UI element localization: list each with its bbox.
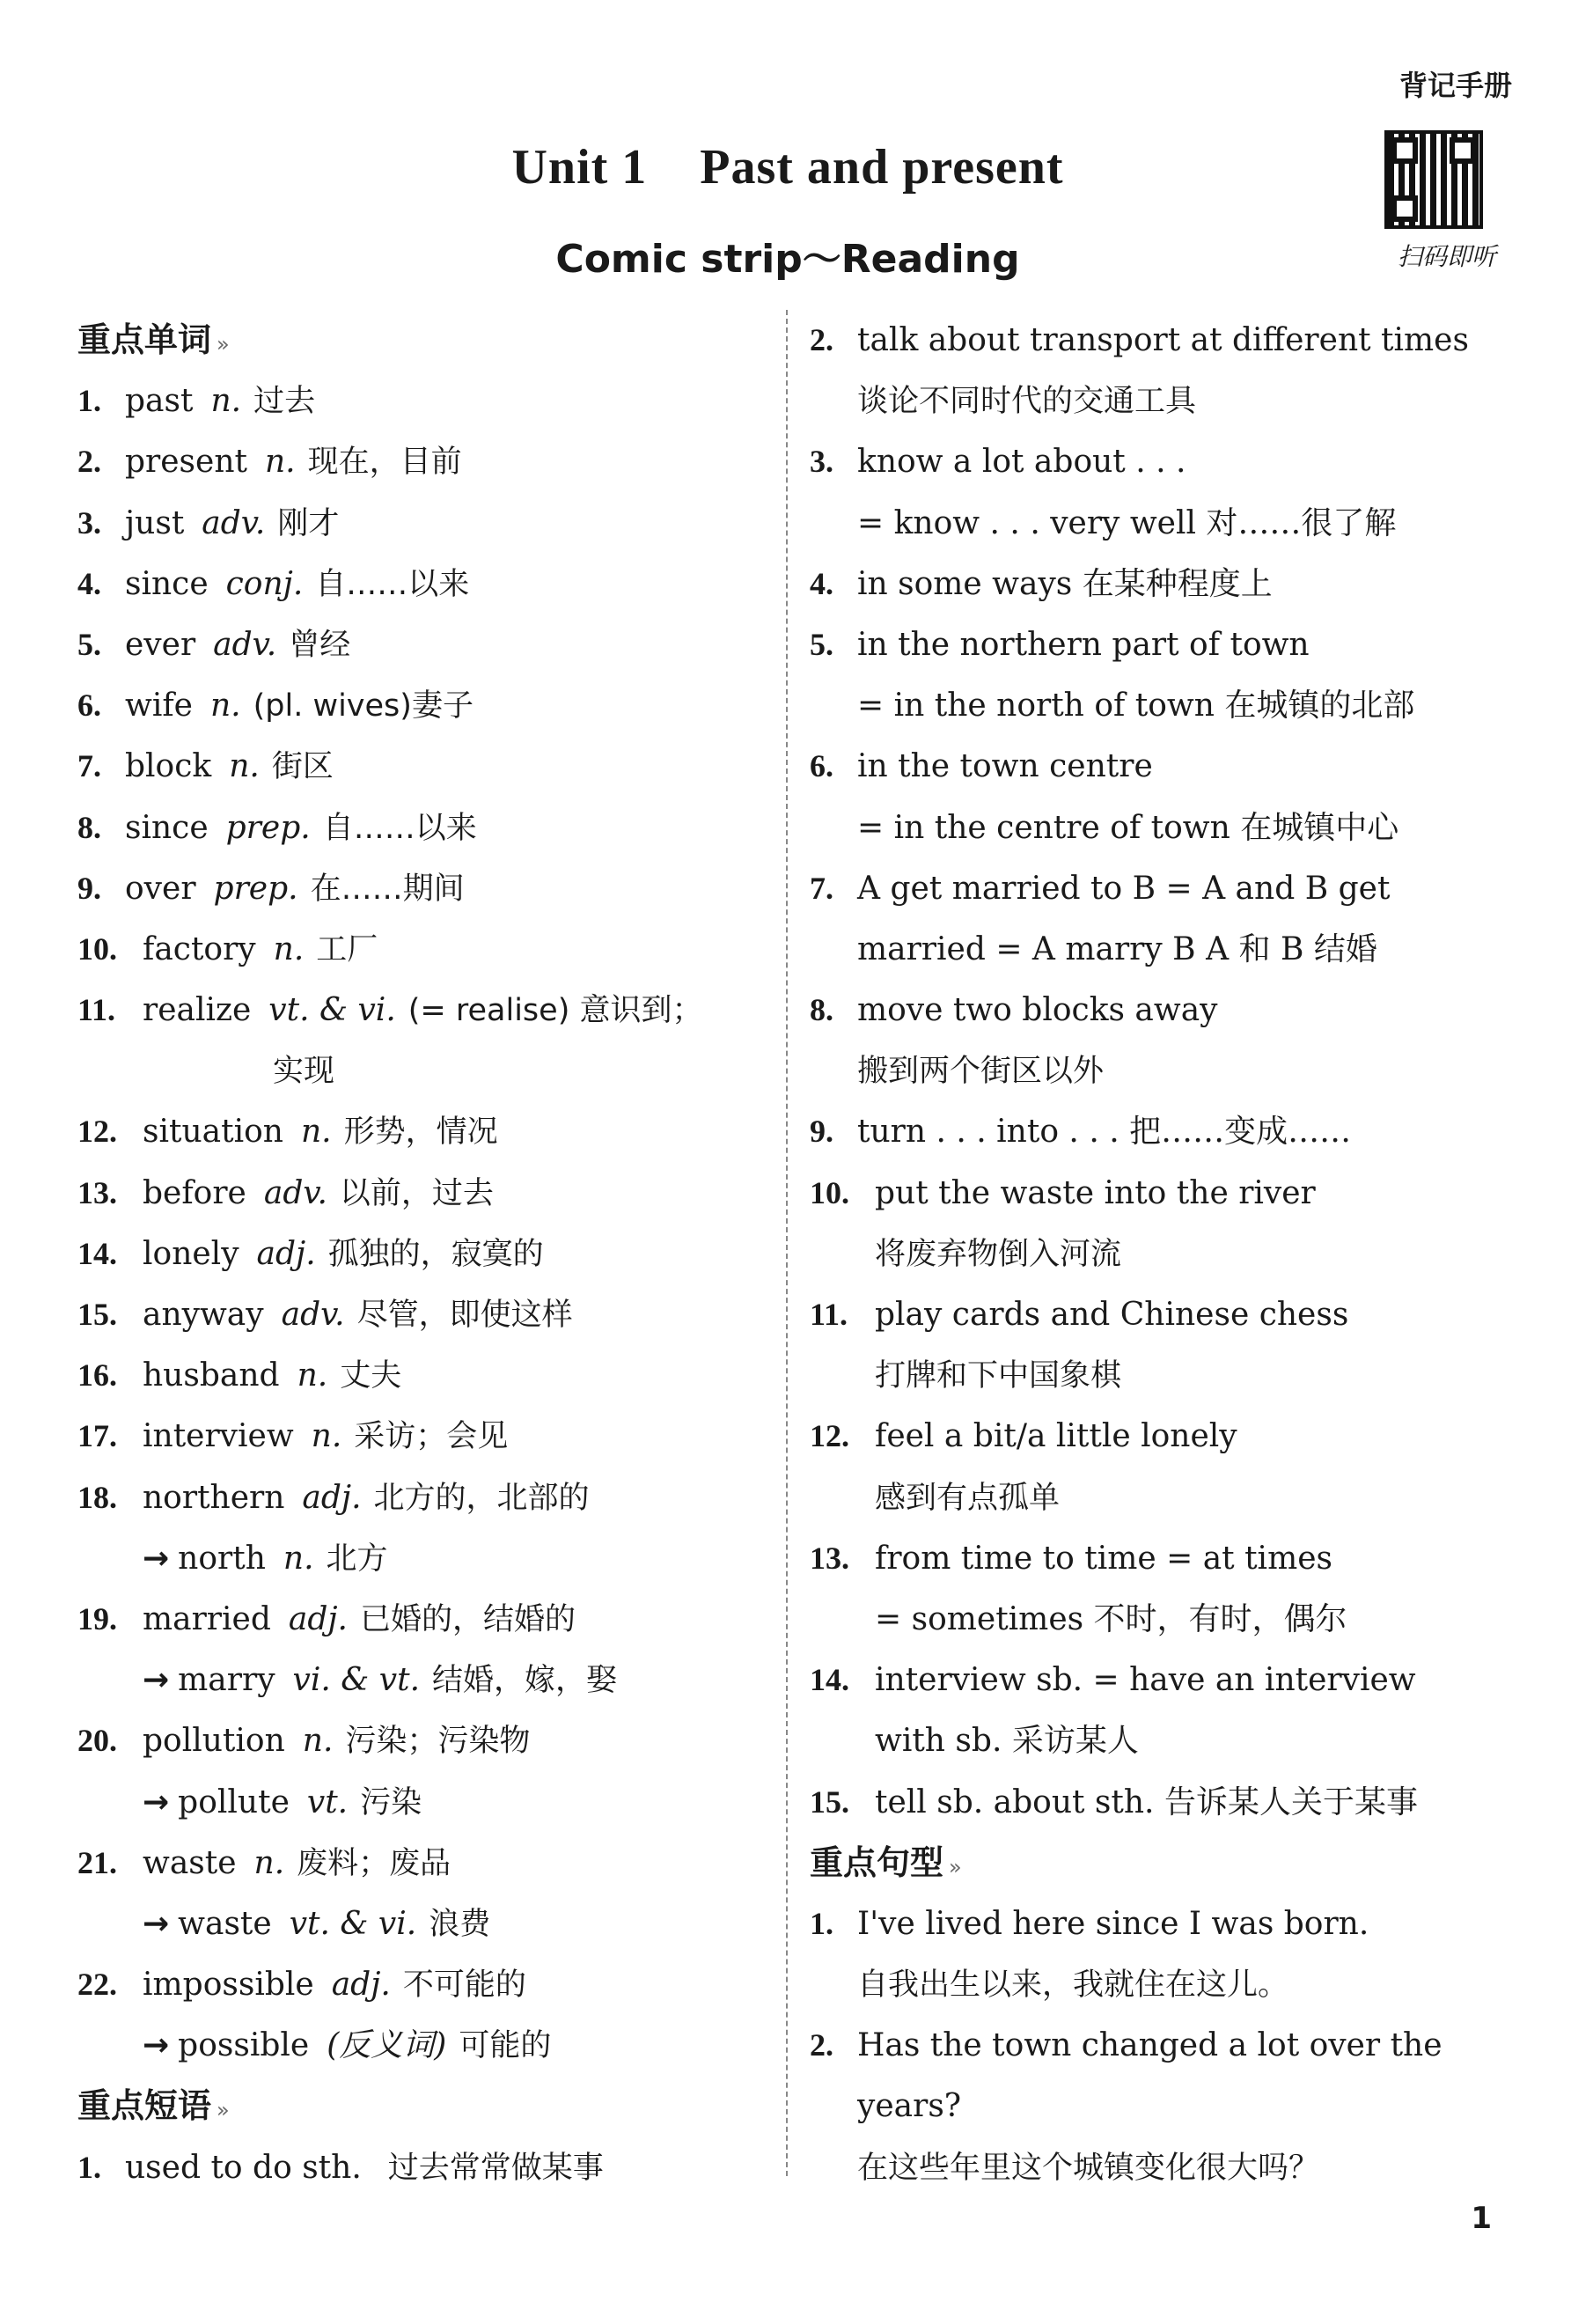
sentence-entry [810, 2015, 1487, 2076]
part-of-speech: adv. [263, 1174, 327, 1211]
part-of-speech: adj. [256, 1235, 316, 1272]
phrase-entry [810, 1710, 1487, 1771]
part-of-speech: (反义词) [327, 2027, 447, 2064]
item-number: 1. [77, 2149, 101, 2185]
right-column [810, 310, 1487, 2198]
section-key-phrases: 重点短语 » [77, 2086, 230, 2126]
phrase-entry [810, 554, 1487, 614]
word-meaning: 可能的 [459, 2028, 552, 2064]
word-meaning: 过去 [253, 384, 316, 420]
item-number: 8. [810, 992, 833, 1028]
word-text: lonely [143, 1235, 239, 1272]
word-meaning: 污染 [360, 1784, 422, 1820]
part-of-speech: n. [253, 1844, 285, 1881]
word-text: impossible [143, 1967, 314, 2004]
page-number: 1 [1471, 2201, 1492, 2236]
word-meaning: (pl. wives)妻子 [253, 688, 473, 724]
word-meaning: 工厂 [316, 931, 378, 967]
qr-code-icon[interactable] [1384, 130, 1483, 229]
phrase-text: used to do sth. [125, 2149, 362, 2186]
item-number: 11. [810, 1297, 848, 1332]
sentence-entry [810, 1894, 1487, 1954]
word-meaning: 北方 [326, 1541, 388, 1577]
phrase-entry [810, 1284, 1487, 1345]
word-meaning: 自……以来 [322, 810, 477, 846]
phrase-entry [810, 1467, 1487, 1528]
word-entry-continued [77, 1041, 764, 1101]
item-number: 10. [810, 1174, 849, 1210]
part-of-speech: adj. [331, 1967, 391, 2004]
arrow-icon: → [143, 1662, 170, 1699]
word-text: waste [178, 1905, 272, 1942]
word-text: marry [178, 1662, 275, 1699]
item-number: 14. [810, 1662, 849, 1698]
phrase-entry [810, 431, 1487, 492]
word-text: ever [125, 626, 196, 663]
item-number: 4. [810, 565, 833, 601]
item-number: 12. [810, 1418, 849, 1454]
phrase-entry-text: from time to time = at times [875, 1540, 1332, 1577]
item-number: 15. [810, 1783, 849, 1820]
sentence-entry-text: years? [857, 2088, 962, 2125]
word-entry [77, 919, 764, 980]
item-number: 18. [77, 1479, 117, 1515]
derived-word [77, 1650, 764, 1710]
word-entry [77, 1710, 764, 1771]
phrase-entry-text: married = A marry B A 和 B 结婚 [857, 930, 1377, 967]
word-entry [77, 614, 764, 675]
item-number: 13. [77, 1174, 117, 1210]
word-text: north [178, 1540, 266, 1577]
word-meaning: 丈夫 [340, 1358, 402, 1394]
word-text: situation [143, 1114, 283, 1151]
word-meaning: 街区 [271, 749, 334, 785]
phrase-entry-text: 打牌和下中国象棋 [875, 1358, 1122, 1394]
phrase-entry-text: in some ways 在某种程度上 [857, 565, 1273, 602]
word-meaning: 实现 [273, 1054, 335, 1090]
part-of-speech: vt. & vi. [289, 1905, 417, 1942]
phrase-entry-text: put the waste into the river [875, 1174, 1316, 1211]
phrase-entry [810, 493, 1487, 554]
phrase-entry [810, 1345, 1487, 1406]
word-text: married [143, 1600, 271, 1637]
word-entry [77, 798, 764, 858]
phrase-entry-text: 搬到两个街区以外 [857, 1054, 1105, 1090]
phrase-entry [810, 1101, 1487, 1162]
sentence-entry [810, 1954, 1487, 2015]
item-number: 12. [77, 1114, 117, 1150]
phrase-entry [810, 1528, 1487, 1589]
word-text: anyway [143, 1297, 264, 1333]
arrow-icon: → [143, 1783, 170, 1820]
word-entry [77, 1467, 764, 1528]
part-of-speech: n. [273, 930, 305, 967]
word-entry [77, 1163, 764, 1224]
word-meaning: 现在，目前 [307, 445, 462, 481]
word-text: northern [143, 1479, 285, 1516]
word-meaning: 孤独的，寂寞的 [327, 1236, 544, 1272]
item-number: 1. [810, 1905, 833, 1941]
item-number: 17. [77, 1418, 117, 1454]
word-meaning: 不可能的 [402, 1967, 526, 2004]
part-of-speech: prep. [225, 809, 311, 846]
word-entry [77, 1589, 764, 1650]
unit-title [0, 139, 1575, 195]
word-entry [77, 1954, 764, 2015]
part-of-speech: n. [300, 1114, 332, 1151]
part-of-speech: vi. & vt. [292, 1662, 421, 1699]
word-meaning: 形势，情况 [343, 1114, 498, 1151]
word-entry [77, 1345, 764, 1406]
phrase-entry-text: = in the north of town 在城镇的北部 [857, 688, 1415, 724]
part-of-speech: n. [297, 1357, 328, 1394]
part-of-speech: conj. [225, 565, 304, 602]
word-entry [77, 1224, 764, 1284]
phrase-entry-text: with sb. 采访某人 [875, 1723, 1139, 1760]
phrase-entry-text: = sometimes 不时，有时，偶尔 [875, 1600, 1347, 1637]
derived-word [77, 1772, 764, 1833]
word-meaning: 已婚的，结婚的 [360, 1601, 576, 1637]
phrase-entry-text: in the town centre [857, 748, 1153, 785]
word-entry [77, 858, 764, 919]
word-meaning: (= realise) 意识到； [407, 993, 703, 1029]
part-of-speech: adj. [302, 1479, 362, 1516]
derived-word [77, 1528, 764, 1589]
word-text: waste [143, 1844, 237, 1881]
section-key-words: 重点单词 » [77, 320, 230, 359]
sentence-entry [810, 2137, 1487, 2198]
phrase-entry-text: 谈论不同时代的交通工具 [857, 384, 1197, 420]
phrase-meaning: 过去常常做某事 [387, 2150, 604, 2186]
item-number: 19. [77, 1600, 117, 1636]
word-entry [77, 1284, 764, 1345]
phrase-entry [810, 310, 1487, 371]
part-of-speech: n. [209, 688, 241, 724]
phrase-entry [810, 1772, 1487, 1833]
part-of-speech: prep. [213, 870, 298, 907]
word-entry [77, 1833, 764, 1894]
sentence-entry-text: 在这些年里这个城镇变化很大吗？ [857, 2150, 1320, 2186]
arrow-icon: → [143, 1905, 170, 1942]
phrase-entry-text: feel a bit/a little lonely [875, 1418, 1237, 1455]
phrase-entry [810, 1650, 1487, 1710]
sentence-entry-text: I've lived here since I was born. [857, 1905, 1369, 1942]
word-text: possible [178, 2027, 310, 2064]
word-text: factory [143, 930, 256, 967]
phrase-entry [810, 798, 1487, 858]
qr-label: 扫码即听 [1397, 242, 1496, 271]
word-text: husband [143, 1357, 280, 1394]
word-meaning: 曾经 [289, 627, 351, 663]
phrase-entry [810, 1041, 1487, 1101]
word-meaning: 自……以来 [315, 566, 470, 602]
word-entry [77, 554, 764, 614]
word-meaning: 结婚，嫁，娶 [432, 1663, 618, 1699]
item-number: 9. [810, 1114, 833, 1150]
word-meaning: 废料；废品 [297, 1845, 451, 1881]
column-divider [786, 310, 788, 2176]
phrase-entry [810, 858, 1487, 919]
word-entry [77, 1406, 764, 1467]
phrase-entry-text: move two blocks away [857, 992, 1218, 1029]
arrow-icon: → [143, 2027, 170, 2064]
part-of-speech: adv. [213, 626, 277, 663]
item-number: 15. [77, 1297, 117, 1332]
item-number: 5. [77, 626, 101, 662]
phrase-entry-text: tell sb. about sth. 告诉某人关于某事 [875, 1783, 1418, 1820]
word-meaning: 污染；污染物 [345, 1724, 531, 1760]
item-number: 22. [77, 1967, 117, 2003]
word-entry [77, 675, 764, 736]
word-text: before [143, 1174, 246, 1211]
item-number: 21. [77, 1844, 117, 1880]
unit-name: Past and present [700, 140, 1064, 195]
sentence-entry-text: Has the town changed a lot over the [857, 2027, 1443, 2064]
part-of-speech: vt. & vi. [268, 992, 396, 1029]
word-meaning: 浪费 [429, 1906, 491, 1942]
handbook-tag: 背记手册 [1398, 69, 1512, 102]
phrase-entry [810, 980, 1487, 1041]
word-entry [77, 431, 764, 492]
item-number: 1. [77, 383, 101, 419]
part-of-speech: n. [210, 383, 242, 420]
part-of-speech: adj. [288, 1600, 349, 1637]
word-text: wife [125, 688, 193, 724]
word-text: pollution [143, 1723, 285, 1760]
item-number: 13. [810, 1540, 849, 1576]
arrow-icon: → [143, 1540, 170, 1577]
item-number: 6. [77, 688, 101, 724]
part-of-speech: n. [302, 1723, 334, 1760]
derived-word [77, 2015, 764, 2076]
sentence-entry-text: 自我出生以来，我就住在这儿。 [857, 1967, 1289, 2004]
phrase-entry-text: interview sb. = have an interview [875, 1662, 1416, 1699]
word-text: block [125, 748, 212, 785]
part-of-speech: n. [265, 444, 296, 481]
word-text: interview [143, 1418, 294, 1455]
word-text: since [125, 809, 209, 846]
word-meaning: 在……期间 [310, 871, 465, 907]
item-number: 5. [810, 626, 833, 662]
phrase-entry [77, 2137, 764, 2198]
phrase-entry-text: play cards and Chinese chess [875, 1297, 1349, 1333]
item-number: 9. [77, 870, 101, 906]
word-meaning: 尽管，即使这样 [356, 1298, 573, 1333]
phrase-entry-text: in the northern part of town [857, 626, 1310, 663]
item-number: 7. [77, 748, 101, 784]
derived-word [77, 1894, 764, 1954]
item-number: 8. [77, 809, 101, 845]
item-number: 20. [77, 1723, 117, 1759]
word-entry [77, 493, 764, 554]
word-text: just [125, 504, 185, 541]
word-text: pollute [178, 1783, 290, 1820]
item-number: 7. [810, 870, 833, 906]
word-meaning: 北方的，北部的 [373, 1480, 590, 1516]
part-of-speech: vt. [306, 1783, 349, 1820]
word-text: since [125, 565, 209, 602]
part-of-speech: adv. [281, 1297, 345, 1333]
phrase-entry-text: 将废弃物倒入河流 [875, 1236, 1122, 1272]
word-entry [77, 980, 764, 1041]
item-number: 4. [77, 565, 101, 601]
phrase-entry [810, 736, 1487, 797]
phrase-entry [810, 1163, 1487, 1224]
item-number: 14. [77, 1235, 117, 1271]
phrase-entry [810, 1406, 1487, 1467]
section-key-sentences: 重点句型 » [810, 1842, 962, 1882]
part-of-speech: n. [283, 1540, 314, 1577]
word-entry [77, 736, 764, 797]
phrase-entry-text: turn . . . into . . . 把……变成…… [857, 1114, 1352, 1151]
phrase-entry [810, 1224, 1487, 1284]
item-number: 16. [77, 1357, 117, 1394]
part-of-speech: n. [229, 748, 260, 785]
part-of-speech: adv. [202, 504, 266, 541]
phrase-entry-text: 感到有点孤单 [875, 1480, 1061, 1516]
word-meaning: 采访；会见 [354, 1419, 509, 1455]
phrase-entry [810, 614, 1487, 675]
phrase-entry [810, 919, 1487, 980]
phrase-entry-text: = know . . . very well 对……很了解 [857, 504, 1397, 541]
phrase-entry [810, 675, 1487, 736]
word-text: present [125, 444, 247, 481]
phrase-entry-text: know a lot about . . . [857, 444, 1186, 481]
word-meaning: 刚才 [277, 505, 340, 541]
part-of-speech: n. [311, 1418, 342, 1455]
word-meaning: 以前，过去 [339, 1175, 494, 1211]
word-text: realize [143, 992, 252, 1029]
phrase-entry-text: talk about transport at different times [857, 322, 1469, 358]
phrase-entry [810, 371, 1487, 431]
item-number: 11. [77, 992, 116, 1028]
sentence-entry [810, 2076, 1487, 2136]
lesson-subtitle: Comic strip～Reading [555, 237, 1020, 282]
word-entry [77, 1101, 764, 1162]
phrase-entry-text: = in the centre of town 在城镇中心 [857, 809, 1399, 846]
phrase-entry-text: A get married to B = A and B get [857, 870, 1391, 907]
unit-label: Unit 1 [511, 140, 648, 195]
phrase-entry [810, 1589, 1487, 1650]
item-number: 10. [77, 930, 117, 967]
word-entry [77, 371, 764, 431]
left-column [77, 310, 764, 2198]
item-number: 2. [77, 444, 101, 480]
word-text: over [125, 870, 196, 907]
item-number: 2. [810, 2027, 833, 2063]
word-text: past [125, 383, 194, 420]
item-number: 3. [77, 504, 101, 541]
item-number: 6. [810, 748, 833, 784]
item-number: 2. [810, 322, 833, 357]
item-number: 3. [810, 444, 833, 480]
